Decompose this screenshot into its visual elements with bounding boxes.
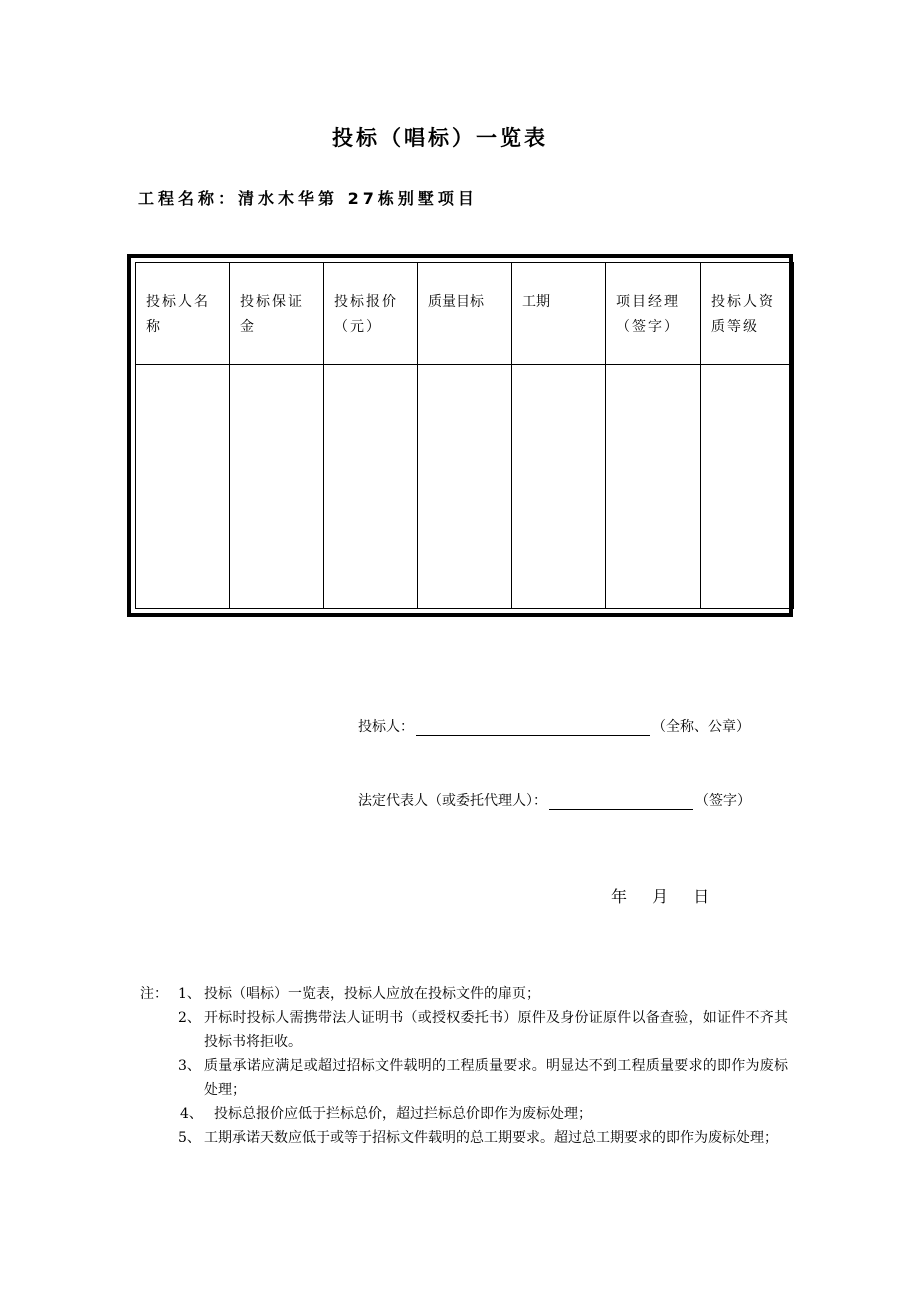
cell-project-manager[interactable]	[606, 365, 701, 609]
cell-bid-bond[interactable]	[230, 365, 324, 609]
header-bid-price: 投标报价（元）	[324, 263, 418, 365]
header-bidder-name: 投标人名称	[136, 263, 230, 365]
date-line	[611, 884, 728, 907]
cell-bid-price[interactable]	[324, 365, 418, 609]
bidder-label: 投标人：	[358, 719, 414, 735]
document-title: 投标（唱标）一览表	[332, 126, 548, 150]
date-year: 年	[611, 887, 629, 906]
cell-qualification[interactable]	[701, 365, 794, 609]
note-text: 投标（唱标）一览表，投标人应放在投标文件的扉页；	[204, 986, 540, 1002]
representative-blank[interactable]	[549, 793, 693, 810]
note-text: 开标时投标人需携带法人证明书（或授权委托书）原件及身份证原件以备查验，如证件不齐其投标书将拒收。	[204, 1010, 788, 1050]
header-bid-bond: 投标保证金	[230, 263, 324, 365]
bid-table-frame	[127, 254, 793, 617]
header-duration: 工期	[512, 263, 606, 365]
cell-bidder-name[interactable]	[136, 365, 230, 609]
cell-quality-target[interactable]	[418, 365, 512, 609]
bidder-signature-line	[358, 716, 750, 736]
note-number: 3、	[178, 1058, 201, 1074]
table-row	[136, 365, 794, 609]
project-name: 工程名称：清水木华第 27栋别墅项目	[138, 189, 478, 208]
cell-duration[interactable]	[512, 365, 606, 609]
representative-signature-line	[358, 790, 751, 810]
bidder-blank[interactable]	[416, 719, 650, 736]
header-qualification: 投标人资质等级	[701, 263, 794, 365]
note-number: 2、	[178, 1010, 201, 1026]
note-text: 投标总报价应低于拦标总价，超过拦标总价即作为废标处理；	[214, 1106, 592, 1122]
note-text: 质量承诺应满足或超过招标文件载明的工程质量要求。明显达不到工程质量要求的即作为废标处理；	[204, 1058, 788, 1098]
note-number: 1、	[178, 986, 201, 1002]
bidder-suffix: （全称、公章）	[652, 719, 750, 735]
note-text: 工期承诺天数应低于或等于招标文件载明的总工期要求。超过总工期要求的即作为废标处理；	[204, 1130, 778, 1146]
bid-table	[135, 262, 794, 609]
note-number: 5、	[178, 1130, 201, 1146]
note-number: 4、	[180, 1106, 203, 1122]
representative-suffix: （签字）	[695, 793, 751, 809]
table-header-row	[136, 263, 794, 365]
date-month: 月	[652, 887, 670, 906]
date-day: 日	[693, 887, 711, 906]
header-project-manager: 项目经理（签字）	[606, 263, 701, 365]
notes-label: 注：	[140, 986, 168, 1002]
header-quality-target: 质量目标	[418, 263, 512, 365]
representative-label: 法定代表人（或委托代理人）：	[358, 793, 547, 809]
